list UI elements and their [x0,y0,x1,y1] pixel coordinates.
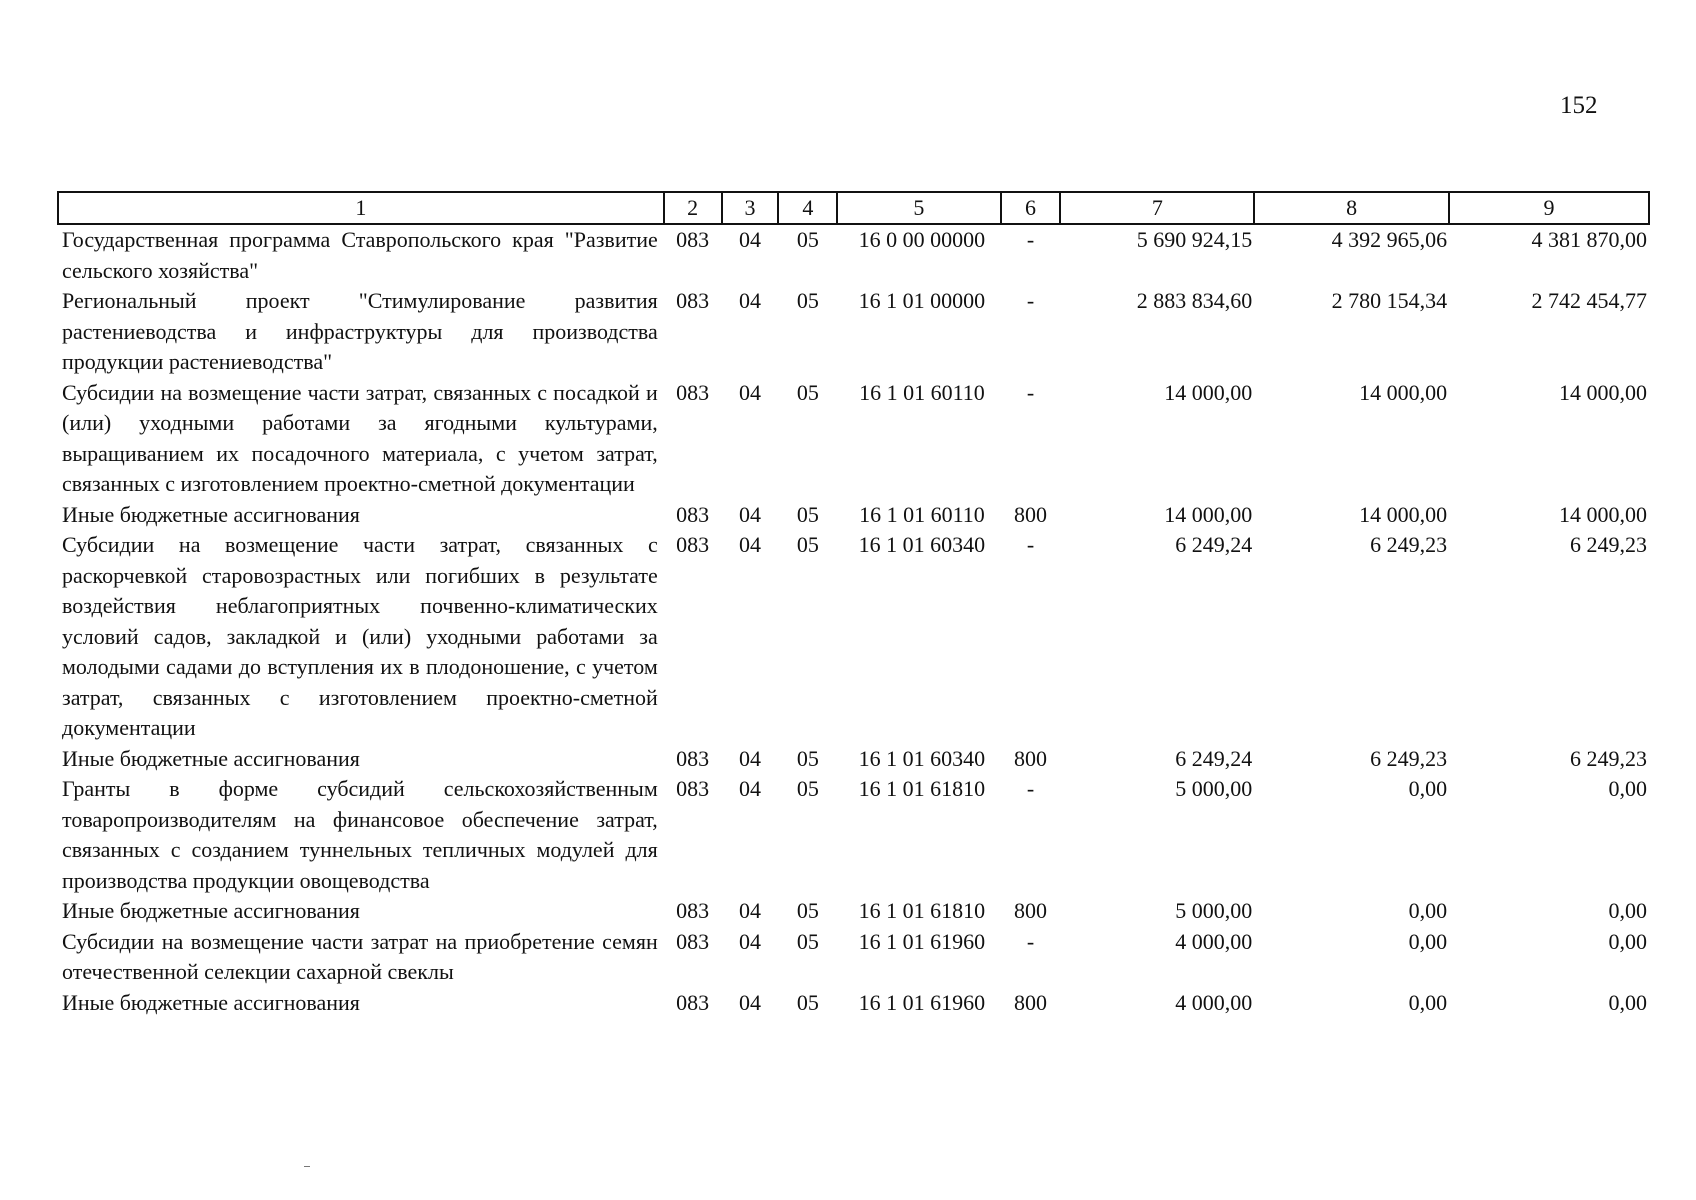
row-vr: - [1026,776,1035,801]
page-number: 152 [1560,92,1598,119]
row-cs: 16 1 01 60110 [859,501,985,527]
row-pr: 05 [796,379,819,405]
row-pr: 05 [796,776,819,801]
row-value-3: 0,00 [1608,898,1647,923]
row-rz: 04 [738,745,761,771]
row-value-1: 6 249,24 [1175,532,1253,557]
row-value-2: 0,00 [1408,898,1448,923]
row-value-2: 6 249,23 [1370,745,1448,771]
row-cs: 16 1 01 61810 [858,898,986,923]
row-value-3: 0,00 [1608,776,1647,801]
header-col-6: 6 [1001,192,1061,224]
row-pr: 05 [796,501,819,527]
row-rz: 04 [738,928,761,954]
row-value-3: 4 381 870,00 [1531,227,1647,252]
row-vr: - [1026,928,1035,954]
row-vr: - [1026,379,1035,405]
row-value-3: 6 249,23 [1570,532,1647,557]
row-value-2: 14 000,00 [1359,501,1448,527]
row-pr: 05 [796,532,819,557]
row-rz: 04 [738,989,761,1015]
table-header [58,192,1649,224]
row-value-3: 6 249,23 [1570,745,1647,771]
header-col-1: 1 [58,192,664,224]
row-cs: 16 1 01 60340 [858,532,986,557]
row-name: Субсидии на возмещение части затрат на приобретение семян отечественной селекции сахарной свеклы [62,928,658,984]
row-rz: 04 [738,288,761,313]
table-row [58,500,1649,531]
row-value-1: 4 000,00 [1175,989,1253,1015]
table-row [58,224,1649,286]
row-cs: 16 1 01 00000 [858,288,986,313]
header-row [58,192,1649,224]
header-col-2: 2 [664,192,722,224]
row-value-3: 14 000,00 [1559,379,1647,405]
header-col-8: 8 [1254,192,1449,224]
row-grbs: 083 [676,898,710,923]
row-value-1: 5 000,00 [1175,898,1253,923]
row-rz: 04 [738,532,761,557]
row-grbs: 083 [676,379,710,405]
row-vr: 800 [1014,989,1048,1015]
row-vr: 800 [1014,898,1048,923]
row-rz: 04 [738,379,761,405]
row-rz: 04 [738,501,761,527]
row-name: Субсидии на возмещение части затрат, связанных с раскорчевкой старовозрастных или погибших в результате воздействия неблагоприятных почвенно-климатических условий садов, закладкой и (или) уходными работами за молодыми садами до вступления их в плодоношение, с учетом затрат, связанных с изготовлением проектно-сметной документации [62,532,658,740]
row-name: Иные бюджетные ассигнования [62,501,360,527]
row-name: Гранты в форме субсидий сельскохозяйственным товаропроизводителям на финансовое обеспечение затрат, связанных с созданием туннельных тепличных модулей для производства продукции овощеводства [62,776,658,893]
table-body [58,224,1649,1018]
row-pr: 05 [796,227,819,252]
header-col-3: 3 [722,192,779,224]
row-grbs: 083 [676,501,710,527]
row-grbs: 083 [676,989,710,1015]
row-cs: 16 1 01 61960 [858,989,986,1015]
row-value-3: 0,00 [1608,989,1647,1015]
row-vr: - [1026,227,1035,252]
row-name: Иные бюджетные ассигнования [62,989,360,1015]
row-value-2: 0,00 [1408,928,1448,954]
row-rz: 04 [738,776,761,801]
row-grbs: 083 [676,227,710,252]
row-value-2: 6 249,23 [1370,532,1448,557]
scan-mark [304,1166,310,1167]
row-value-1: 14 000,00 [1164,379,1253,405]
row-cs: 16 1 01 60340 [858,745,986,771]
table-row [58,530,1649,744]
row-cs: 16 1 01 60110 [859,379,985,405]
table-row [58,927,1649,988]
row-value-1: 6 249,24 [1175,745,1253,771]
row-grbs: 083 [676,776,710,801]
row-value-1: 4 000,00 [1175,928,1253,954]
row-value-2: 4 392 965,06 [1331,227,1448,252]
row-grbs: 083 [676,288,710,313]
row-grbs: 083 [676,928,710,954]
budget-table [57,191,1650,1018]
header-col-9: 9 [1449,192,1649,224]
header-col-4: 4 [778,192,837,224]
row-vr: - [1026,288,1035,313]
row-name: Иные бюджетные ассигнования [62,898,360,923]
row-value-2: 14 000,00 [1359,379,1448,405]
row-cs: 16 1 01 61960 [858,928,986,954]
table-row [58,744,1649,775]
row-grbs: 083 [676,532,710,557]
table-row [58,988,1649,1019]
row-pr: 05 [796,928,819,954]
row-name: Государственная программа Ставропольского края "Развитие сельского хозяйства" [62,227,658,283]
row-name: Субсидии на возмещение части затрат, связанных с посадкой и (или) уходными работами за ягодными культурами, выращиванием их посадочного материала, с учетом затрат, связанных с изготовлением проектно-сметной документации [62,379,658,496]
row-value-1: 5 690 924,15 [1136,227,1253,252]
row-value-3: 0,00 [1608,928,1647,954]
row-pr: 05 [796,288,819,313]
row-vr: 800 [1014,501,1048,527]
table-row [58,378,1649,500]
row-cs: 16 0 00 00000 [858,227,986,252]
row-vr: - [1026,532,1035,557]
row-value-1: 5 000,00 [1175,776,1253,801]
row-value-2: 0,00 [1408,776,1448,801]
row-name: Иные бюджетные ассигнования [62,745,360,771]
row-value-3: 14 000,00 [1559,501,1647,527]
row-pr: 05 [796,898,819,923]
row-pr: 05 [796,989,819,1015]
row-value-2: 0,00 [1408,989,1448,1015]
table-row [58,896,1649,927]
row-pr: 05 [796,745,819,771]
header-col-7: 7 [1060,192,1254,224]
header-col-5: 5 [837,192,1000,224]
row-cs: 16 1 01 61810 [858,776,986,801]
row-value-1: 14 000,00 [1164,501,1253,527]
row-vr: 800 [1014,745,1048,771]
row-value-3: 2 742 454,77 [1531,288,1647,313]
table-row [58,774,1649,896]
row-value-2: 2 780 154,34 [1331,288,1448,313]
row-grbs: 083 [676,745,710,771]
table-row [58,286,1649,378]
row-name: Региональный проект "Стимулирование развития растениеводства и инфраструктуры для производства продукции растениеводства" [62,288,658,374]
row-value-1: 2 883 834,60 [1136,288,1253,313]
row-rz: 04 [738,227,761,252]
row-rz: 04 [738,898,761,923]
